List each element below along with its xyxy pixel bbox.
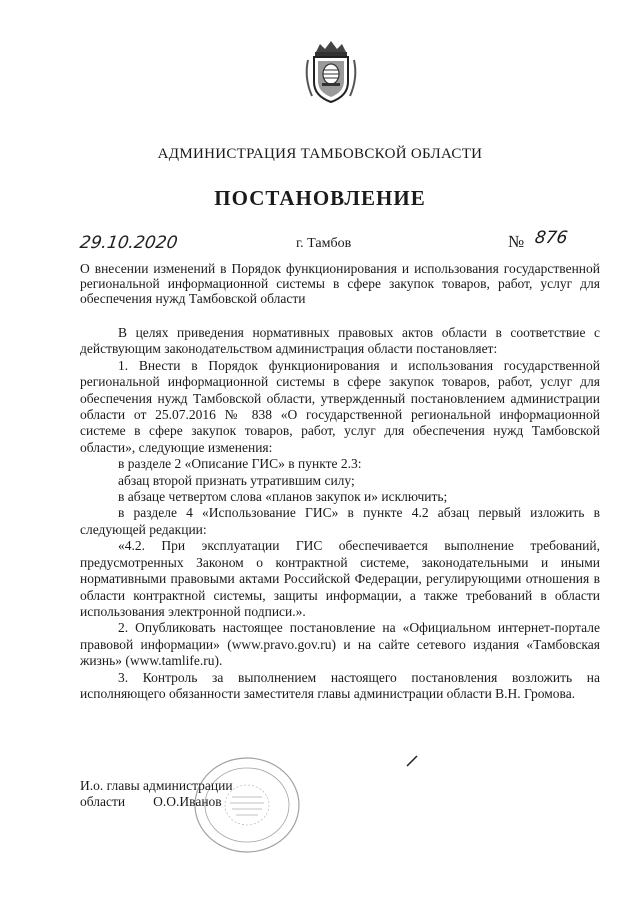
paragraph-item-2: 2. Опубликовать настоящее постановление на «Официальном интернет-портале правовой информации» (www.pravo.gov.ru) и на сайте сетевого издания «Тамбовская жизнь» (www.tamlife.ru). — [80, 620, 600, 669]
document-type-title: ПОСТАНОВЛЕНИЕ — [214, 186, 426, 210]
document-date: 29.10.2020 — [78, 233, 179, 253]
paragraph-section-2: в разделе 2 «Описание ГИС» в пункте 2.3: — [118, 456, 362, 472]
document-city: г. Тамбов — [296, 236, 352, 251]
signatory-position-cont: области — [80, 794, 126, 809]
document-body — [80, 325, 600, 702]
paragraph-quote-4-2: «4.2. При эксплуатации ГИС обеспечивается выполнение требований, предусмотренных Законом о контрактной системе, законодательными и иными нормативными правовыми актами Российской Федерации, регулирующими отношения в области контрактной системы, защиты информации, а также требований в области использования электронной подписи.». — [80, 538, 600, 619]
official-stamp — [192, 755, 302, 855]
paragraph-subitem-2: в абзаце четвертом слова «планов закупок и» исключить; — [118, 489, 448, 505]
paragraph-item-3: 3. Контроль за выполнением настоящего постановления возложить на исполняющего обязанности заместителя главы администрации области В.Н. Громова. — [80, 669, 600, 701]
paragraph-preamble: В целях приведения нормативных правовых актов области в соответствие с действующим законодательством администрация области постановляет: — [80, 325, 600, 357]
organization-title: АДМИНИСТРАЦИЯ ТАМБОВСКОЙ ОБЛАСТИ — [157, 146, 483, 162]
document-subject: О внесении изменений в Порядок функционирования и использования государственной региональной информационной системы в сфере закупок товаров, работ, услуг для обеспечения нужд Тамбовской области — [80, 261, 600, 306]
document-number-label: № — [508, 232, 525, 251]
signatory-position: И.о. главы администрации — [80, 778, 233, 793]
document-number: 876 — [533, 228, 569, 248]
handwritten-mark — [405, 754, 419, 768]
paragraph-subitem-1: абзац второй признать утратившим силу; — [118, 472, 355, 488]
paragraph-item-1: 1. Внести в Порядок функционирования и использования государственной региональной информационной системы в сфере закупок товаров, работ, услуг для обеспечения нужд Тамбовской области, утвержденный постановлением администрации области от 25.07.2016 № 838 «О государственной региональной информационной системе в сфере закупок товаров, работ, услуг для обеспечения нужд Тамбовской области», следующие изменения: — [80, 357, 600, 455]
signatory-name: О.О.Иванов — [153, 794, 222, 809]
coat-of-arms-icon — [300, 38, 362, 108]
paragraph-section-4: в разделе 4 «Использование ГИС» в пункте 4.2 абзац первый изложить в следующей редакции: — [80, 505, 600, 537]
